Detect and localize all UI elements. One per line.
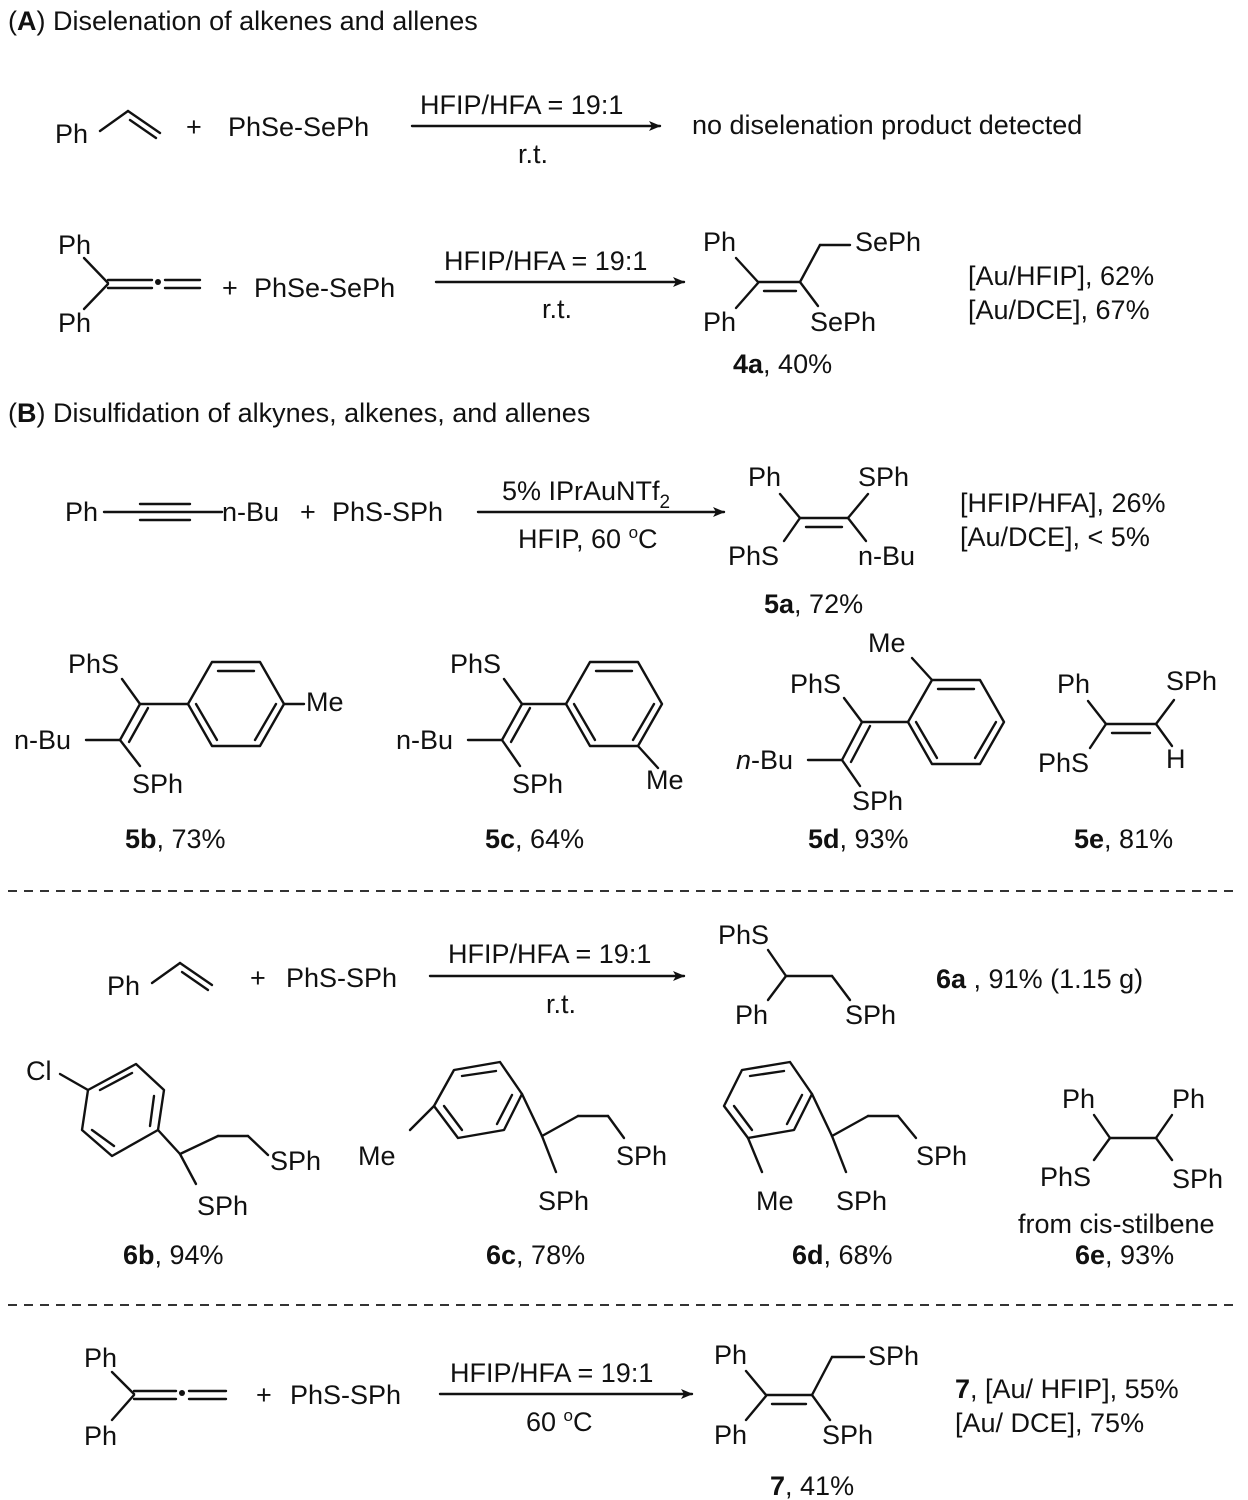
compound-6e-structure <box>1040 1084 1223 1194</box>
plus-sign: + <box>250 963 266 993</box>
ph-label: Ph <box>1062 1084 1096 1114</box>
styrene-structure <box>107 963 212 1001</box>
diphenylallene-structure <box>84 1343 226 1451</box>
compound-5d-structure <box>736 628 1004 816</box>
product-6a-structure <box>718 920 896 1030</box>
prod-seph-top: SePh <box>855 227 922 257</box>
ph-label: Ph <box>1057 669 1091 699</box>
sph-label: SPh <box>616 1141 668 1171</box>
note-au-hfip: [Au/HFIP], 62% <box>968 261 1155 291</box>
allene-ph-bottom: Ph <box>58 308 92 338</box>
compound-label-5c: 5c, 64% <box>485 824 585 854</box>
allene-ph-top: Ph <box>84 1343 118 1373</box>
sph-label: SPh <box>1172 1164 1224 1194</box>
compound-label-5e: 5e, 81% <box>1074 824 1174 854</box>
plus-sign: + <box>222 273 238 303</box>
disulfide-reagent: PhS-SPh <box>290 1380 402 1410</box>
sph-label: SPh <box>852 786 904 816</box>
me-label: Me <box>358 1141 396 1171</box>
condition-top: HFIP/HFA = 19:1 <box>448 939 652 969</box>
nbu-label: n-Bu <box>736 745 794 775</box>
alkyne-structure <box>65 497 279 527</box>
condition-bottom: r.t. <box>546 989 577 1019</box>
alkyne-ph: Ph <box>65 497 99 527</box>
note-hfip-hfa: [HFIP/HFA], 26% <box>960 488 1166 518</box>
note-au-dce: [Au/DCE], 67% <box>968 295 1150 325</box>
sph-label: SPh <box>270 1146 322 1176</box>
product-4a-structure <box>703 227 921 337</box>
h-label: H <box>1166 744 1186 774</box>
phs-label: PhS <box>790 669 842 699</box>
prod-ph-bottom: Ph <box>714 1420 748 1450</box>
compound-6b-structure <box>26 1056 321 1221</box>
prod-ph-top: Ph <box>714 1340 748 1370</box>
styrene-ph-label: Ph <box>107 971 141 1001</box>
me-label: Me <box>306 687 344 717</box>
compound-label-6a: 6a , 91% (1.15 g) <box>936 964 1144 994</box>
prod-ph: Ph <box>748 462 782 492</box>
note-au-dce: [Au/DCE], < 5% <box>960 522 1150 552</box>
sph-label: SPh <box>836 1186 888 1216</box>
condition-top: HFIP/HFA = 19:1 <box>420 90 624 120</box>
alkyne-nbu: n-Bu <box>222 497 280 527</box>
prod-ph-bottom: Ph <box>703 307 737 337</box>
ph-label: Ph <box>1172 1084 1206 1114</box>
prod-ph: Ph <box>735 1000 769 1030</box>
disulfide-reagent: PhS-SPh <box>286 963 398 993</box>
phs-label: PhS <box>1038 748 1090 778</box>
cl-label: Cl <box>26 1056 52 1086</box>
compound-label-6e: 6e, 93% <box>1075 1240 1175 1270</box>
allene-ph-top: Ph <box>58 230 92 260</box>
compound-5e-structure <box>1038 666 1217 778</box>
note-au-hfip: 7, [Au/ HFIP], 55% <box>955 1374 1179 1404</box>
phs-label: PhS <box>450 649 502 679</box>
phs-label: PhS <box>1040 1162 1092 1192</box>
plus-sign: + <box>256 1380 272 1410</box>
plus-sign: + <box>300 497 316 527</box>
sph-label: SPh <box>512 769 564 799</box>
prod-sph: SPh <box>858 462 910 492</box>
cis-stilbene-note: from cis-stilbene <box>1018 1209 1215 1239</box>
condition-top: HFIP/HFA = 19:1 <box>444 246 648 276</box>
sph-label: SPh <box>916 1141 968 1171</box>
condition-bottom: 60 $^o$C <box>526 1406 593 1437</box>
me-label: Me <box>756 1186 794 1216</box>
no-product-text: no diselenation product detected <box>692 110 1083 140</box>
section-b-title: (B) Disulfidation of alkynes, alkenes, and allenes <box>8 398 591 428</box>
condition-bottom: HFIP, 60 $^o$C <box>518 523 658 554</box>
sph-label: SPh <box>197 1191 249 1221</box>
styrene-ph-label: Ph <box>55 119 89 149</box>
condition-top: 5% IPrAuNTf$_2$ <box>502 476 671 513</box>
section-a-title: (A) Diselenation of alkenes and allenes <box>8 6 478 36</box>
disulfide-reagent: PhS-SPh <box>332 497 444 527</box>
prod-ph-top: Ph <box>703 227 737 257</box>
compound-label-5d: 5d, 93% <box>808 824 909 854</box>
prod-sph: SPh <box>845 1000 897 1030</box>
compound-5c-structure <box>396 649 684 799</box>
condition-top: HFIP/HFA = 19:1 <box>450 1358 654 1388</box>
diselenide-reagent: PhSe-SePh <box>254 273 396 303</box>
compound-label-7: 7, 41% <box>770 1471 855 1500</box>
compound-5b-structure <box>14 649 344 799</box>
sph-label: SPh <box>132 769 184 799</box>
plus-sign: + <box>186 112 202 142</box>
sph-label: SPh <box>1166 666 1218 696</box>
nbu-label: n-Bu <box>14 725 72 755</box>
compound-label-6b: 6b, 94% <box>123 1240 224 1270</box>
compound-6d-structure <box>724 1062 967 1216</box>
condition-bottom: r.t. <box>518 139 549 169</box>
me-label: Me <box>868 628 906 658</box>
prod-phs: PhS <box>728 541 780 571</box>
compound-6c-structure <box>358 1062 667 1216</box>
sph-label: SPh <box>538 1186 590 1216</box>
compound-label-5b: 5b, 73% <box>125 824 226 854</box>
nbu-label: n-Bu <box>396 725 454 755</box>
condition-bottom: r.t. <box>542 294 573 324</box>
product-5a-structure <box>728 462 915 571</box>
me-label: Me <box>646 765 684 795</box>
diselenide-reagent: PhSe-SePh <box>228 112 370 142</box>
prod-phs: PhS <box>718 920 770 950</box>
compound-label-4a: 4a, 40% <box>733 349 833 379</box>
styrene-structure <box>55 111 160 149</box>
prod-nbu: n-Bu <box>858 541 916 571</box>
allene-ph-bottom: Ph <box>84 1421 118 1451</box>
compound-label-5a: 5a, 72% <box>764 589 864 619</box>
prod-seph-bottom: SePh <box>810 307 877 337</box>
prod-sph-top: SPh <box>868 1341 920 1371</box>
prod-sph-bottom: SPh <box>822 1420 874 1450</box>
diphenylallene-structure <box>58 230 200 338</box>
note-au-dce: [Au/ DCE], 75% <box>955 1408 1145 1438</box>
product-7-structure <box>714 1340 919 1450</box>
compound-label-6c: 6c, 78% <box>486 1240 586 1270</box>
compound-label-6d: 6d, 68% <box>792 1240 893 1270</box>
phs-label: PhS <box>68 649 120 679</box>
